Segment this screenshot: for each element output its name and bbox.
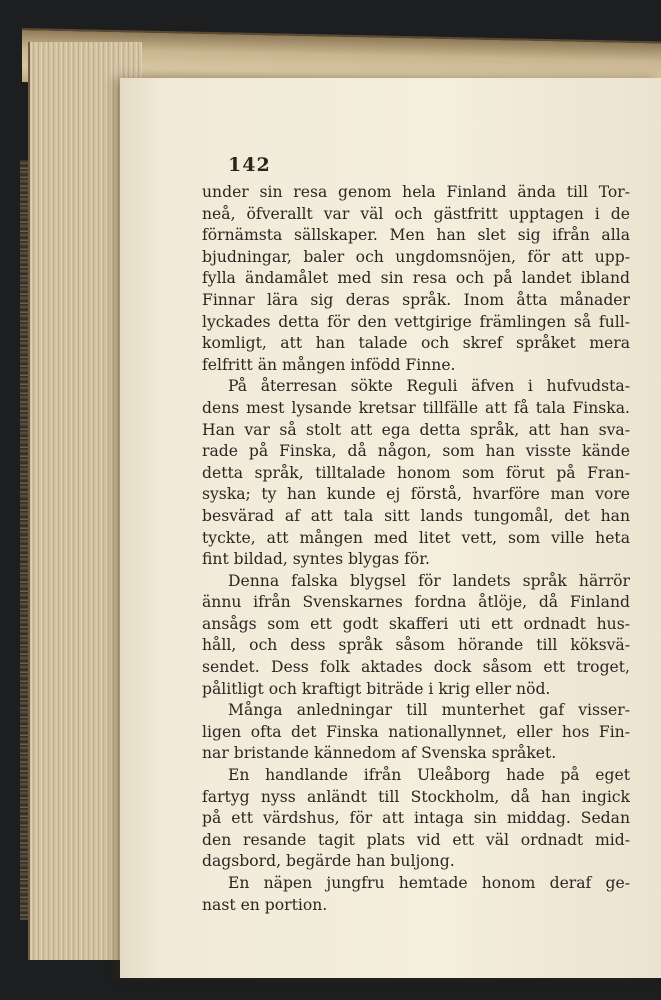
text-line: neå, öfverallt var väl och gästfritt upptagen i de xyxy=(202,204,630,223)
text-line: fylla ändamålet med sin resa och på landet ibland xyxy=(202,269,630,288)
page-number: 142 xyxy=(228,154,271,176)
text-line: Finnar lära sig deras språk. Inom åtta månader xyxy=(202,290,630,309)
text-line: En handlande ifrån Uleåborg hade på eget xyxy=(228,766,630,785)
text-line: dagsbord, begärde han buljong. xyxy=(202,852,455,871)
text-line: dens mest lysande kretsar tillfälle att få tala Finska. xyxy=(202,398,630,417)
text-line: komligt, att han talade och skref språket mera xyxy=(202,334,630,353)
text-line: nast en portion. xyxy=(202,895,328,914)
text-line: bjudningar, baler och ungdomsnöjen, för att upp- xyxy=(202,247,630,266)
text-line: på ett värdshus, för att intaga sin middag. Sedan xyxy=(202,809,630,828)
text-line: tyckte, att mången med litet vett, som ville heta xyxy=(202,528,630,547)
text-line: nar bristande kännedom af Svenska språket. xyxy=(202,744,557,763)
text-line: den resande tagit plats vid ett väl ordnadt mid- xyxy=(202,830,630,849)
text-line: ansågs som ett godt skafferi uti ett ordnadt hus- xyxy=(202,614,630,633)
text-line: pålitligt och kraftigt biträde i krig eller nöd. xyxy=(202,679,551,698)
book-page xyxy=(120,78,661,978)
text-line: Han var så stolt att ega detta språk, att han sva- xyxy=(202,420,630,439)
text-line: felfritt än mången infödd Finne. xyxy=(202,355,456,374)
text-line: fartyg nyss anländt till Stockholm, då han ingick xyxy=(202,787,630,806)
text-line: rade på Finska, då någon, som han visste kände xyxy=(202,442,630,461)
page-text xyxy=(202,182,630,916)
text-line: under sin resa genom hela Finland ända till Tor- xyxy=(202,183,630,201)
text-line: förnämsta sällskaper. Men han slet sig ifrån alla xyxy=(202,226,630,245)
text-line: lyckades detta för den vettgirige främlingen så full- xyxy=(202,312,630,331)
text-line: ligen ofta det Finska nationallynnet, eller hos Fin- xyxy=(202,722,630,741)
text-line: En näpen jungfru hemtade honom deraf ge- xyxy=(228,874,630,892)
text-line: detta språk, tilltalade honom som förut på Fran- xyxy=(202,463,630,482)
text-line: Många anledningar till munterhet gaf visser- xyxy=(228,701,630,720)
text-line: håll, och dess språk såsom hörande till köksvä- xyxy=(202,636,630,655)
text-line: fint bildad, syntes blygas för. xyxy=(202,550,430,569)
text-line: besvärad af att tala sitt lands tungomål, det han xyxy=(202,506,630,525)
text-line: sendet. Dess folk aktades dock såsom ett troget, xyxy=(202,658,630,677)
text-line: ännu ifrån Svenskarnes fordna åtlöje, då Finland xyxy=(202,593,630,612)
text-line: Denna falska blygsel för landets språk härrör xyxy=(228,571,630,590)
text-line: På återresan sökte Reguli äfven i hufvudsta- xyxy=(228,377,630,396)
text-line: syska; ty han kunde ej förstå, hvarföre man vore xyxy=(202,485,630,504)
